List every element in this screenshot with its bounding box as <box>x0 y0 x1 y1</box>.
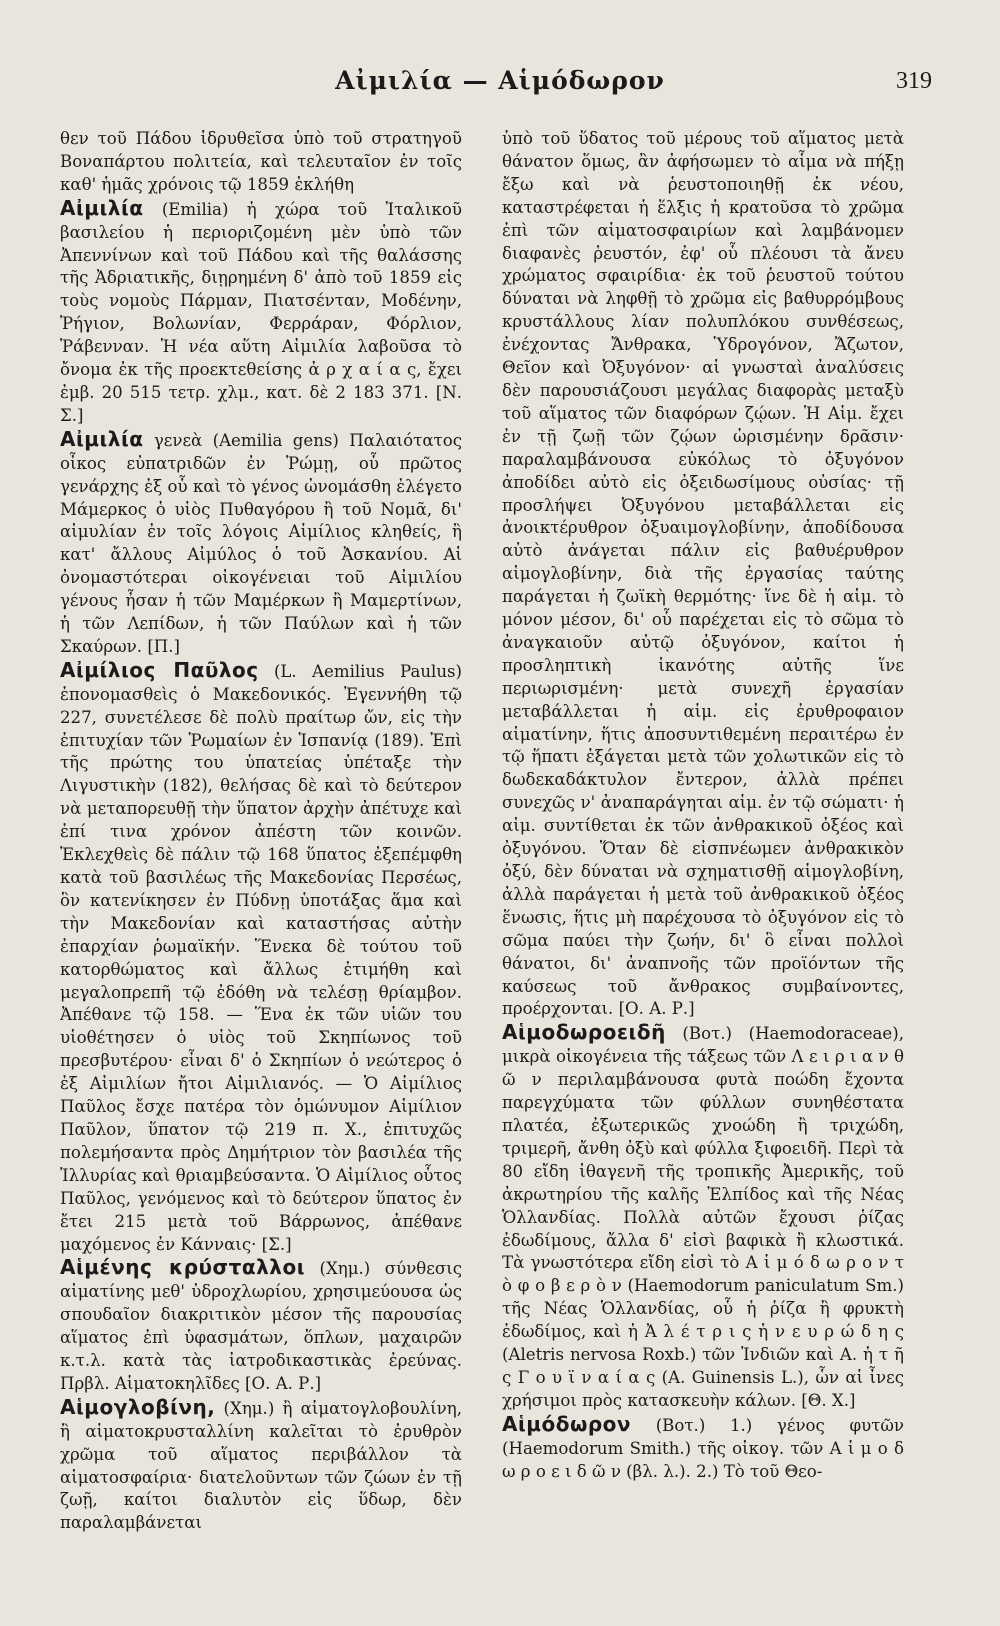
headword: Αἱμόδωρον <box>502 1411 632 1436</box>
entry-aimenis-krystalloi <box>60 1256 462 1395</box>
right-column <box>502 128 904 1578</box>
entry-text: ὑπὸ τοῦ ὕδατος τοῦ μέρους τοῦ αἵματος μετὰ θάνατον ὅμως, ἂν ἀφήσωμεν τὸ αἷμα νὰ πήξῃ ἔξω καὶ νὰ ῥευστοποιηθῇ ἐκ νέου, καταστρέφεται ἡ ἕλξις ἡ κρατοῦσα τὸ χρῶμα ἐπὶ τῶν αἱματοσφαιρίων καὶ λαμβάνομεν διαφανὲς ῥευστόν, ἐφ' οὗ πλέουσι τὰ ἄνευ χρώματος σφαιρίδια· ἐκ τοῦ ῥευστοῦ τούτου δύναται νὰ ληφθῇ τὸ χρῶμα εἰς βαθυρρόμβους κρυστάλλους λίαν πολυπλόκου συνθέσεως, ἐνέχοντας Ἄνθρακα, Ὑδρογόνον, Ἄζωτον, Θεῖον καὶ Ὀξυγόνον· αἱ γνωσταὶ ἀναλύσεις δὲν παρουσιάζουσι μεγάλας διαφορὰς μεταξὺ τοῦ αἵματος τῶν διαφόρων ζῴων. Ἡ Αἱμ. ἔχει ἐν τῇ ζωῇ τῶν ζῴων ὡρισμένην δρᾶσιν· παραλαμβάνουσα εὐκόλως τὸ ὀξυγόνον ἀποδίδει αὐτὸ εἰς ὀξειδωσίμους οὐσίας· τῇ προσλήψει Ὀξυγόνου μεταβάλλεται εἰς ἀνοικτέρυθρον ὀξυαιμογλοβίνην, ἀποδίδουσα αὐτὸ ἀνάγεται πάλιν εἰς βαθυέρυθρον αἱμογλοβίνην, διὰ τῆς ἐργασίας ταύτης παράγεται ἡ ζωϊκὴ θερμότης· ἵνε δὲ ἡ αἱμ. τὸ μόνον μέσον, δι' οὗ παρέχεται εἰς τὸ σῶμα τὸ ἀναγκαιοῦν αὐτῷ ὀξυγόνον, καίτοι ἡ προσληπτικὴ ἱκανότης αὐτῆς ἵνε περιωρισμένη· μετὰ συνεχῆ ἐργασίαν μεταβάλλεται ἡ αἱμ. εἰς ἐρυθροφαιον αἱματίνην, ἥτις ἀποσυντιθεμένη περαιτέρω ἐν τῷ ἥπατι ἐξάγεται μετὰ τῶν χολωτικῶν εἰς τὸ δωδεκαδάκτυλον ἔντερον, ἀλλὰ πρέπει συνεχῶς ν' ἀναπαράγηται αἱμ. ἐν τῷ σώματι· ἡ αἱμ. συντίθεται ἐκ τῶν ἀνθρακικοῦ ὀξέος καὶ ὀξυγόνου. Ὅταν δὲ εἰσπνέωμεν ἀνθρακικὸν ὀξύ, δὲν δύναται νὰ σχηματισθῇ αἱμογλοβίνη, ἀλλὰ παράγεται ἡ μετὰ τοῦ ἀνθρακικοῦ ὀξέος ἕνωσις, ἥτις μὴ παρέχουσα τὸ ὀξυγόνον εἰς τὸ σῶμα παύει τὴν ζωήν, δι' ὃ εἶναι πολλοὶ θάνατοι, δι' ἀναπνοῆς τῶν προϊόντων τῆς καύσεως τοῦ ἄνθρακος συμβαίνοντες, προέρχονται. [Ο. Α. Ρ.] <box>502 129 904 1019</box>
running-header <box>0 66 1000 106</box>
entry-text: (Emilia) ἡ χώρα τοῦ Ἰταλικοῦ βασιλείου ἡ περιοριζομένη μὲν ὑπὸ τῶν Ἀπεννίνων καὶ τοῦ Πάδου καὶ τῆς θαλάσσης τῆς Ἀδριατικῆς, διῃρημένη δ' ἀπὸ τοῦ 1859 εἰς τοὺς νομοὺς Πάρμαν, Πιατσένταν, Μοδένην, Ῥήγιον, Βολωνίαν, Φερράραν, Φόρλιον, Ῥάβενναν. Ἡ νέα αὕτη Αἰμιλία λαβοῦσα τὸ ὄνομα ἐκ τῆς προεκτεθείσης ἀ ρ χ α ί α ς, ἔχει ἐμβ. 20 515 τετρ. χλμ., κατ. δὲ 2 183 371. [Ν. Σ.] <box>60 199 462 425</box>
entry-aimodoron <box>502 1413 904 1484</box>
headword: Αἱμένης κρύσταλλοι <box>60 1255 305 1280</box>
entry-continuation <box>60 128 462 197</box>
running-title: Αἰμιλία — Αἱμόδωρον <box>335 66 665 95</box>
headword: Αἰμιλία <box>60 426 144 451</box>
entry-text: γενεὰ (Aemilia gens) Παλαιότατος οἶκος εὐπατριδῶν ἐν Ῥώμῃ, οὗ πρῶτος γενάρχης ἐξ οὗ καὶ τὸ γένος ὠνομάσθη ἐλέγετο Μάμερκος ὁ υἱὸς Πυθαγόρου ἢ τοῦ Νομᾶ, δι' αἱμυλίαν ἐν τοῖς λόγοις Αἰμίλιος κληθείς, ἢ κατ' ἄλλους Αἰμύλος ὁ τοῦ Ἀσκανίου. Αἱ ὀνομαστότεραι οἰκογένειαι τοῦ Αἰμιλίου γένους ἦσαν ἡ τῶν Μαμέρκων ἢ Μαμερτίνων, ἡ τῶν Λεπίδων, ἡ τῶν Παύλων καὶ ἡ τῶν Σκαύρων. [Π.] <box>60 430 462 656</box>
entry-aimoglobini <box>60 1396 462 1535</box>
entry-text: (Χημ.) ἢ αἱματογλοβουλίνη, ἢ αἱματοκρυσταλλίνη καλεῖται τὸ ἐρυθρὸν χρῶμα τοῦ αἵματος περιβάλλον τὰ αἱματοσφαίρια· διατελοῦντων τῶν ζώων ἐν τῇ ζωῇ, καίτοι διαλυτὸν εἰς ὕδωρ, δὲν παραλαμβάνεται <box>60 1398 462 1533</box>
left-column <box>60 128 462 1578</box>
entry-text: (Βοτ.) 1.) γένος φυτῶν (Haemodorum Smith.) τῆς οἰκογ. τῶν Α ἱ μ ο δ ω ρ ο ε ι δ ῶ ν (βλ. λ.). 2.) Τὸ τοῦ Θεο- <box>502 1415 904 1481</box>
entry-continuation <box>502 128 904 1021</box>
headword: Αἱμοδωροειδῆ <box>502 1020 666 1045</box>
entry-aimodoroeidi <box>502 1021 904 1412</box>
entry-aimilia <box>60 197 462 428</box>
entry-text: (Χημ.) σύνθεσις αἱματίνης μεθ' ὑδροχλωρίου, χρησιμεύουσα ὡς σπουδαῖον διακριτικὸν μέσον τῆς παρουσίας αἵματος ἐπὶ ὑφασμάτων, ὅπλων, μαχαιρῶν κ.τ.λ. κατὰ τὰς ἰατροδικαστικὰς ἐρεύνας. Πρβλ. Αἱματοκηλῖδες [Ο. Α. Ρ.] <box>60 1259 462 1393</box>
headword: Αἱμογλοβίνη, <box>60 1394 216 1419</box>
entry-text: (L. Aemilius Paulus) ἐπονομασθεὶς ὁ Μακεδονικός. Ἐγεννήθη τῷ 227, συνετέλεσε δὲ πολὺ πραίτωρ ὤν, εἰς τὴν ἐπιτυχίαν τῶν Ῥωμαίων ἐν Ἱσπανίᾳ (189). Ἐπὶ τῆς πρώτης του ὑπατείας ὑπέταξε τὴν Λιγυστικὴν (182), θελήσας δὲ καὶ τὸ δεύτερον νὰ μεταπορευθῇ τὴν ὕπατον ἀρχὴν ἀπέτυχε καὶ ἐπί τινα χρόνον ἀπέστη τῶν κοινῶν. Ἐκλεχθεὶς δὲ πάλιν τῷ 168 ὕπατος ἐξεπέμφθη κατὰ τοῦ βασιλέως τῆς Μακεδονίας Περσέως, ὃν κατενίκησεν ἐν Πύδνῃ ὑποτάξας ἅμα καὶ τὴν Μακεδονίαν καὶ καταστήσας αὐτὴν ἐπαρχίαν ῥωμαϊκήν. Ἕνεκα δὲ τούτου τοῦ κατορθώματος καὶ ἄλλως ἐτιμήθη καὶ μεγαλοπρεπῆ τῷ ἐδόθη νὰ τελέσῃ θρίαμβον. Ἀπέθανε τῷ 158. — Ἕνα ἐκ τῶν υἱῶν του υἱοθέτησεν ὁ υἱὸς τοῦ Σκηπίωνος τοῦ πρεσβυτέρου· εἶναι δ' ὁ Σκηπίων ὁ νεώτερος ὁ ἐξ Αἰμιλίων ἤτοι Αἰμιλιανός. — Ὁ Αἰμίλιος Παῦλος ἔσχε πατέρα τὸν ὁμώνυμον Αἰμίλιον Παῦλον, ὕπατον τῷ 219 π. Χ., ἐπιτυχῶς πολεμήσαντα πρὸς Δημήτριον τὸν βασιλέα τῆς Ἰλλυρίας καὶ θριαμβεύσαντα. Ὁ Αἰμίλιος οὗτος Παῦλος, γενόμενος καὶ τὸ δεύτερον ὕπατος ἐν ἔτει 215 μετὰ τοῦ Βάρρωνος, ἀπέθανε μαχόμενος ἐν Κάνναις· [Σ.] <box>60 661 462 1254</box>
entry-aimilia-gens <box>60 428 462 659</box>
headword: Αἰμίλιος Παῦλος <box>60 657 259 682</box>
entry-aimilios-paulos <box>60 659 462 1257</box>
headword: Αἰμιλία <box>60 195 144 220</box>
entry-text: θεν τοῦ Πάδου ἱδρυθεῖσα ὑπὸ τοῦ στρατηγοῦ Βοναπάρτου πολιτεία, καὶ τελευταῖον ἐν τοῖς καθ' ἡμᾶς χρόνοις τῷ 1859 ἐκλήθη <box>60 129 462 194</box>
entry-text: (Βοτ.) (Haemodoraceae), μικρὰ οἰκογένεια τῆς τάξεως τῶν Λ ε ι ρ ι α ν θ ῶ ν περιλαμβάνουσα φυτὰ ποώδη ἔχοντα παρεγχύματα τῶν φύλλων συνηθέστατα πλατέα, ἐξωτερικῶς χνοώδη ἢ τριχώδη, τριμερῆ, ἄνθη ὀξὺ καὶ φύλλα ξιφοειδῆ. Περὶ τὰ 80 εἴδη ἰθαγενῆ τῆς τροπικῆς Ἀμερικῆς, τοῦ ἀκρωτηρίου τῆς καλῆς Ἐλπίδος καὶ τῆς Νέας Ὁλλανδίας. Πολλὰ αὐτῶν ἔχουσι ῥίζας ἐδωδίμους, ἄλλα δ' εἰσὶ βαφικὰ ἢ κλωστικά. Τὰ γνωστότερα εἴδη εἰσὶ τὸ Α ἱ μ ό δ ω ρ ο ν τ ὸ φ ο β ε ρ ὸ ν (Haemodorum paniculatum Sm.) τῆς Νέας Ὁλλανδίας, οὗ ἡ ῥίζα ἢ φρυκτὴ ἐδωδίμος, καὶ ἡ Ἀ λ έ τ ρ ι ς ἡ ν ε υ ρ ώ δ η ς (Aletris nervosa Roxb.) τῶν Ἰνδιῶν καὶ Α. ἡ τ ῆ ς Γ ο υ ϊ ν α ί α ς (A. Guinensis L.), ὧν αἱ ἶνες χρήσιμοι πρὸς κατασκευὴν κάλων. [Θ. Χ.] <box>502 1024 904 1410</box>
page-number: 319 <box>896 68 932 94</box>
